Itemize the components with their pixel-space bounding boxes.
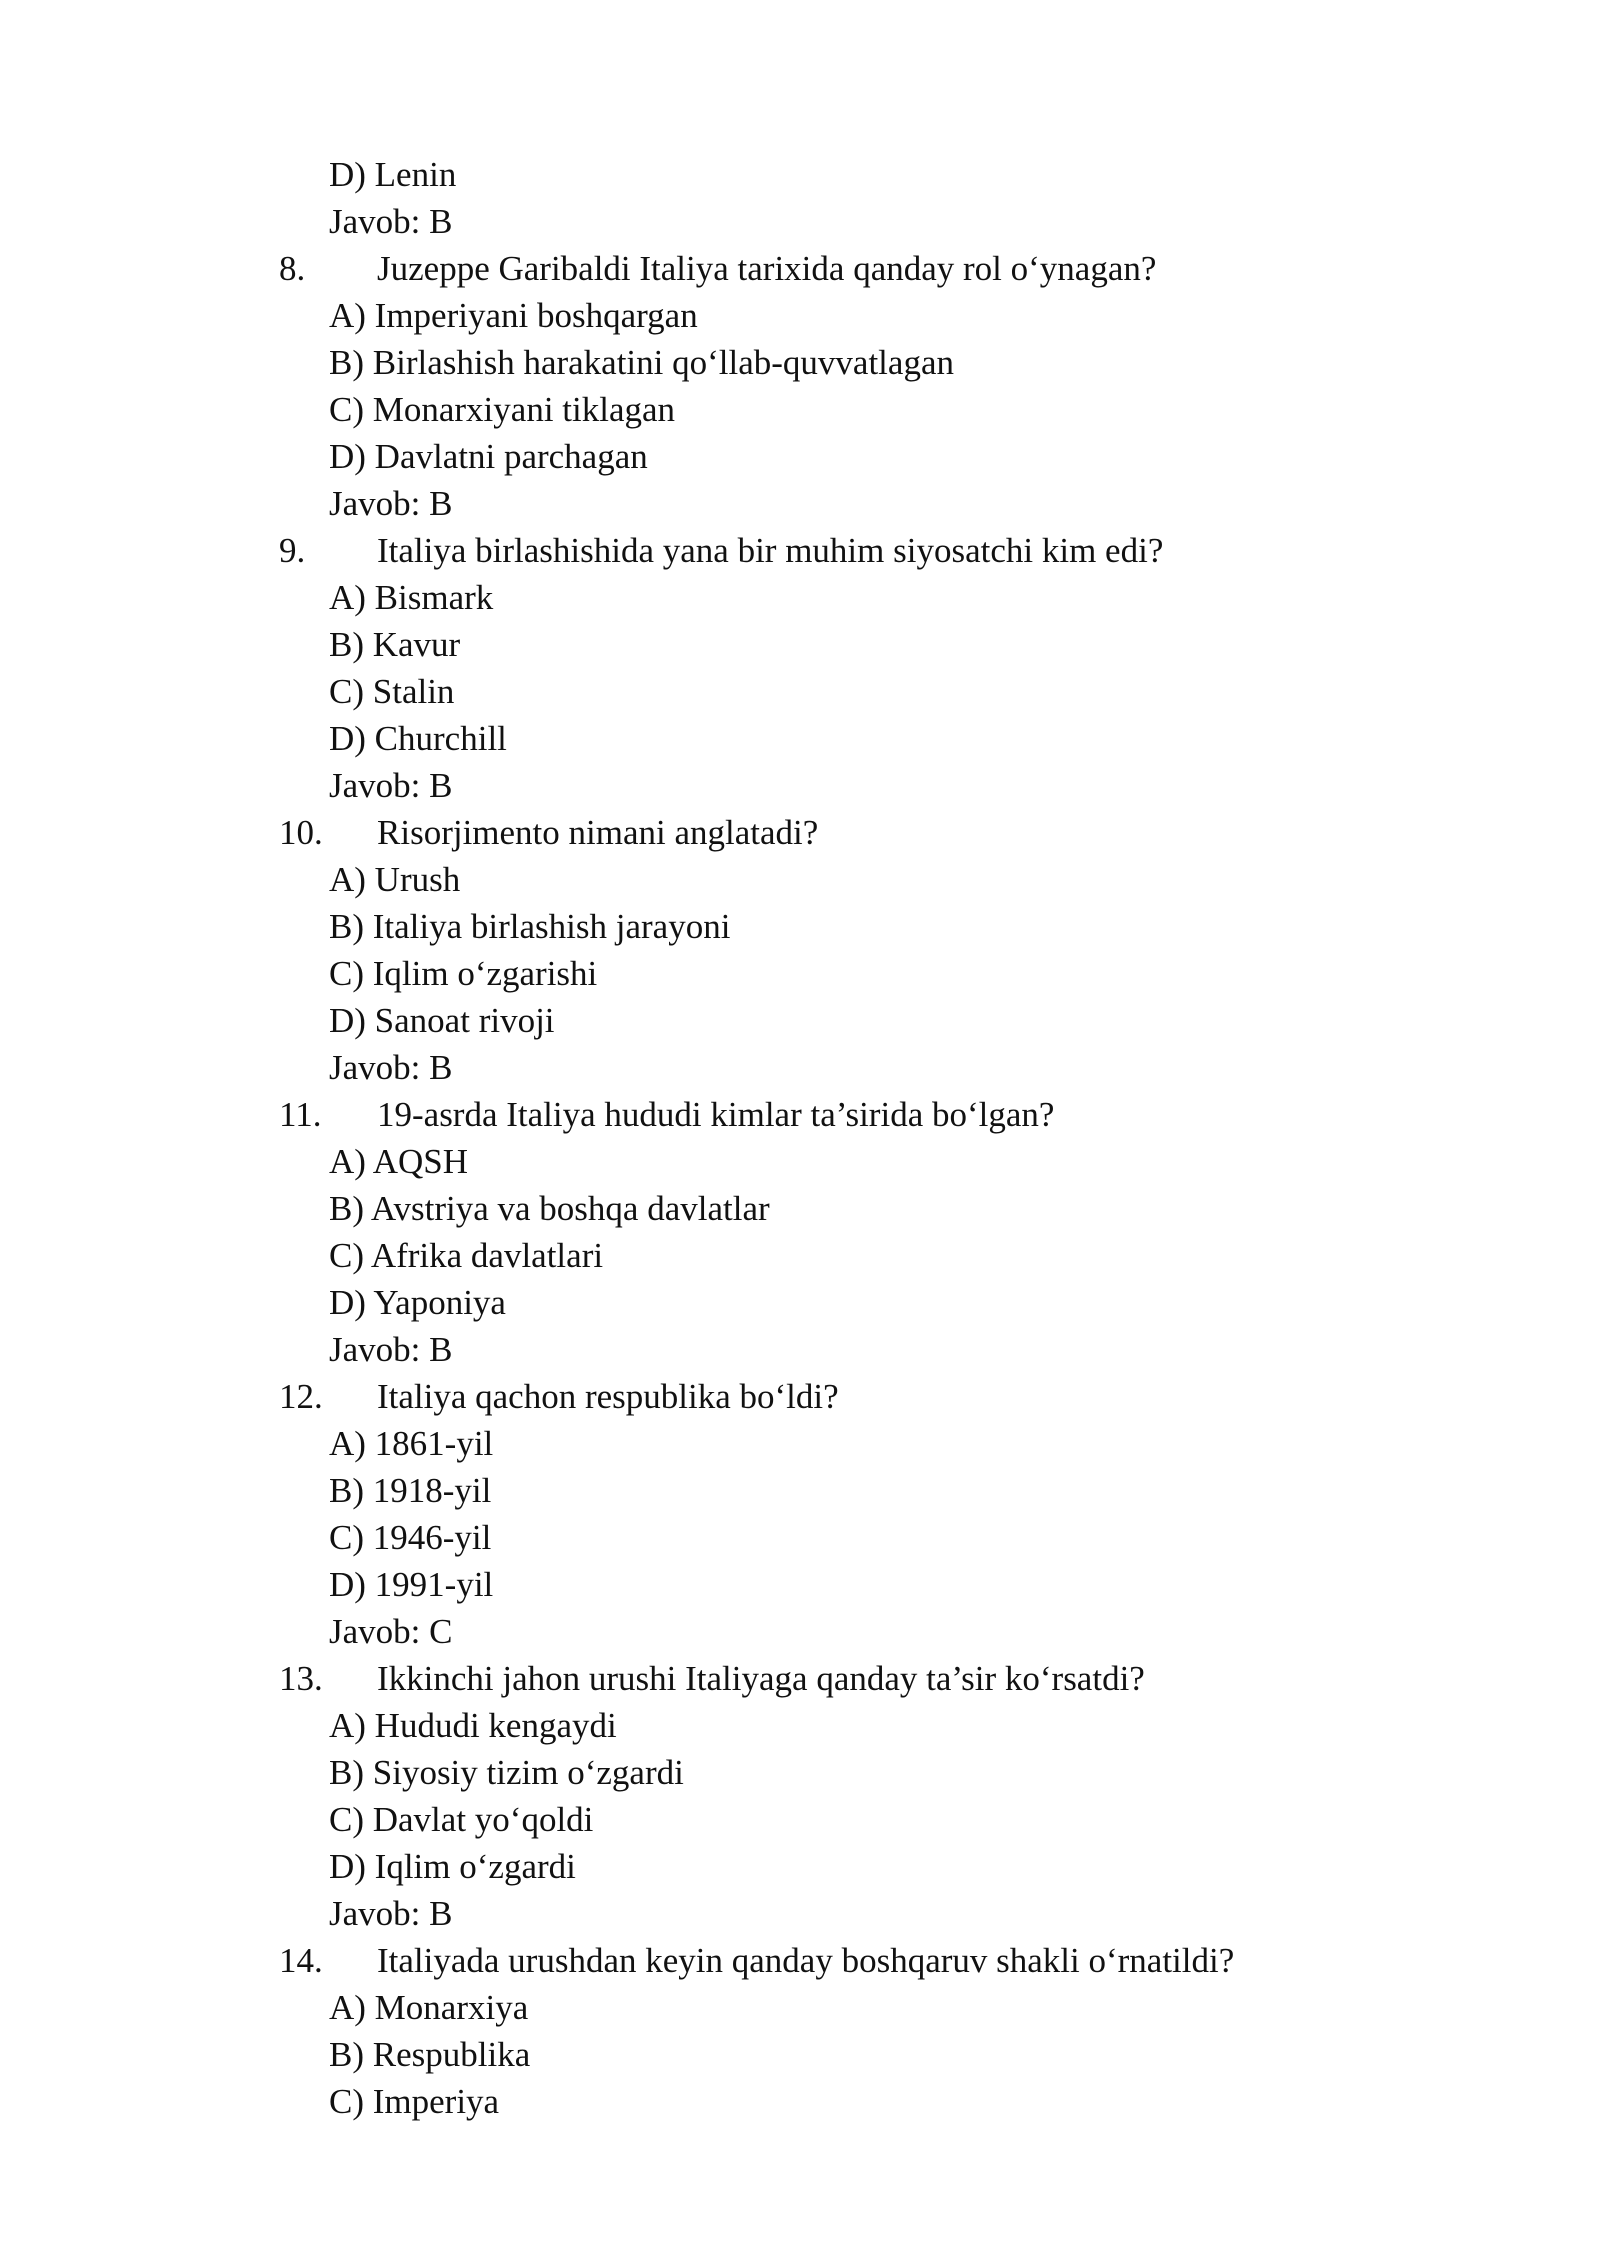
option-line: D) Yaponiya bbox=[329, 1283, 506, 1322]
question-number: 14. bbox=[279, 1941, 323, 1980]
option-line: A) AQSH bbox=[329, 1142, 469, 1181]
option-line: C) Imperiya bbox=[329, 2082, 500, 2121]
option-line: C) 1946-yil bbox=[329, 1518, 492, 1557]
question-text: Juzeppe Garibaldi Italiya tarixida qanday rol o‘ynagan? bbox=[377, 249, 1157, 288]
question-number: 12. bbox=[279, 1377, 323, 1416]
option-line: A) Imperiyani boshqargan bbox=[329, 296, 698, 335]
option-line: C) Afrika davlatlari bbox=[329, 1236, 604, 1275]
question-list bbox=[0, 151, 1600, 2125]
option-line: B) Respublika bbox=[329, 2035, 531, 2074]
answer-line: Javob: B bbox=[329, 1894, 453, 1933]
option-line: A) Bismark bbox=[329, 578, 494, 617]
option-line: D) Churchill bbox=[329, 719, 507, 758]
option-line: B) Italiya birlashish jarayoni bbox=[329, 907, 731, 946]
option-line: A) 1861-yil bbox=[329, 1424, 494, 1463]
option-line: D) Lenin bbox=[329, 155, 457, 194]
option-line: B) Siyosiy tizim o‘zgardi bbox=[329, 1753, 684, 1792]
answer-line: Javob: B bbox=[329, 1330, 453, 1369]
question-heading bbox=[0, 1373, 1600, 1420]
answer-line: Javob: C bbox=[329, 1612, 453, 1651]
question-heading bbox=[0, 1655, 1600, 1702]
question-heading bbox=[0, 1091, 1600, 1138]
question-number: 8. bbox=[279, 249, 306, 288]
question-number: 10. bbox=[279, 813, 323, 852]
option-line: B) Avstriya va boshqa davlatlar bbox=[329, 1189, 770, 1228]
option-line: A) Monarxiya bbox=[329, 1988, 529, 2027]
question-heading bbox=[0, 809, 1600, 856]
option-line: A) Hududi kengaydi bbox=[329, 1706, 617, 1745]
option-line: C) Iqlim o‘zgarishi bbox=[329, 954, 598, 993]
option-line: B) 1918-yil bbox=[329, 1471, 492, 1510]
option-line: C) Davlat yo‘qoldi bbox=[329, 1800, 594, 1839]
question-text: Italiyada urushdan keyin qanday boshqaruv shakli o‘rnatildi? bbox=[377, 1941, 1235, 1980]
question-heading bbox=[0, 1937, 1600, 1984]
option-line: D) 1991-yil bbox=[329, 1565, 494, 1604]
option-line: D) Iqlim o‘zgardi bbox=[329, 1847, 576, 1886]
question-text: Risorjimento nimani anglatadi? bbox=[377, 813, 819, 852]
answer-line: Javob: B bbox=[329, 1048, 453, 1087]
option-line: B) Birlashish harakatini qo‘llab-quvvatlagan bbox=[329, 343, 954, 382]
question-number: 11. bbox=[279, 1095, 322, 1134]
question-text: Ikkinchi jahon urushi Italiyaga qanday ta’sir ko‘rsatdi? bbox=[377, 1659, 1145, 1698]
question-text: Italiya birlashishida yana bir muhim siyosatchi kim edi? bbox=[377, 531, 1164, 570]
option-line: B) Kavur bbox=[329, 625, 461, 664]
question-heading bbox=[0, 245, 1600, 292]
question-number: 9. bbox=[279, 531, 306, 570]
question-text: 19-asrda Italiya hududi kimlar ta’sirida bo‘lgan? bbox=[377, 1095, 1055, 1134]
option-line: C) Stalin bbox=[329, 672, 455, 711]
option-line: D) Davlatni parchagan bbox=[329, 437, 648, 476]
answer-line: Javob: B bbox=[329, 484, 453, 523]
answer-line: Javob: B bbox=[329, 766, 453, 805]
question-heading bbox=[0, 527, 1600, 574]
answer-line: Javob: B bbox=[329, 202, 453, 241]
option-line: C) Monarxiyani tiklagan bbox=[329, 390, 676, 429]
question-text: Italiya qachon respublika bo‘ldi? bbox=[377, 1377, 839, 1416]
option-line: D) Sanoat rivoji bbox=[329, 1001, 555, 1040]
option-line: A) Urush bbox=[329, 860, 461, 899]
question-number: 13. bbox=[279, 1659, 323, 1698]
